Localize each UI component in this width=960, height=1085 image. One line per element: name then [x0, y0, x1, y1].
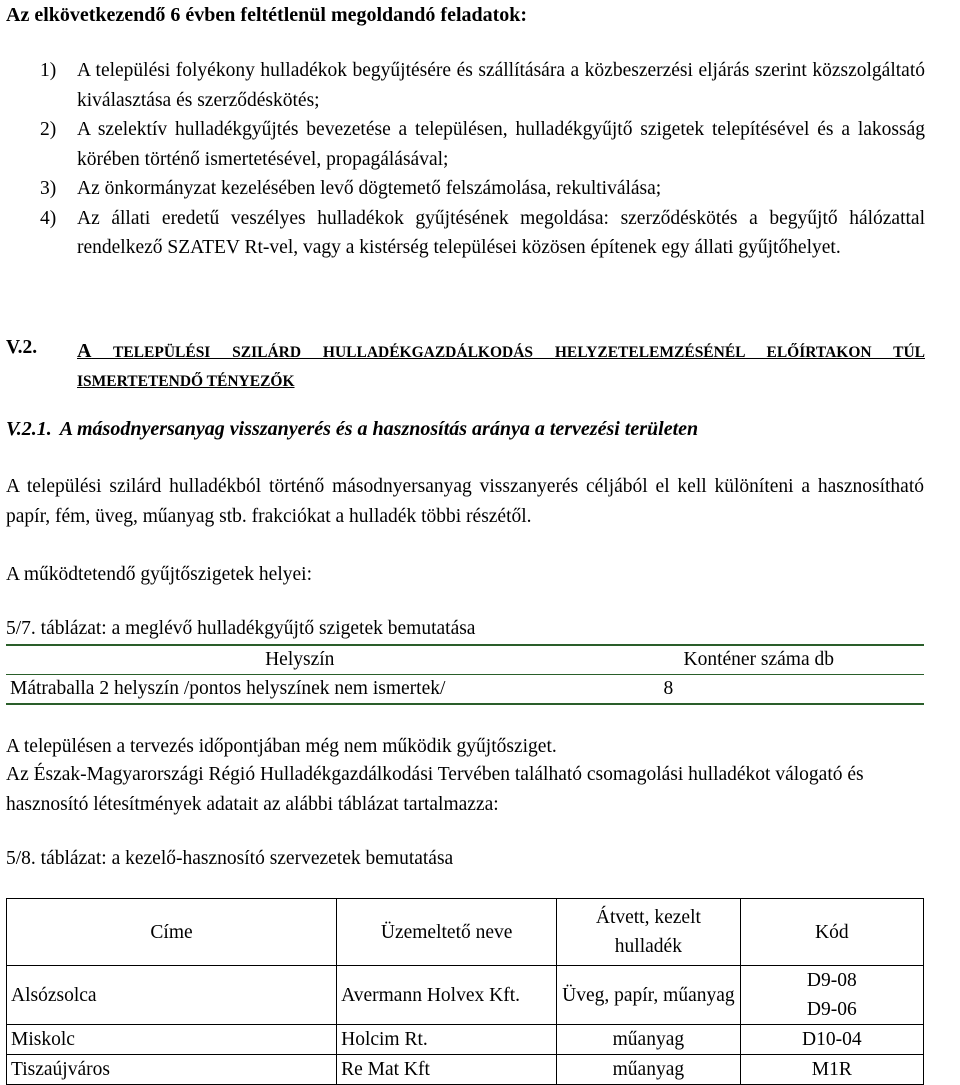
table-cell: Re Mat Kft [337, 1055, 557, 1085]
page-heading: Az elkövetkezendő 6 évben feltétlenül megoldandó feladatok: [6, 4, 528, 26]
code-line: D9-08 [806, 970, 857, 991]
table-cell: Miskolc [7, 1025, 337, 1055]
table-header-cell: Konténer száma db [594, 645, 924, 675]
table-cell: Avermann Holvex Kft. [337, 966, 557, 1025]
list-item [40, 56, 925, 115]
table-cell: műanyag [557, 1025, 740, 1055]
table-cell: Mátraballa 2 helyszín /pontos helyszínek nem ismertek/ [6, 675, 594, 705]
table-row [6, 675, 924, 705]
section-title-text: TELEPÜLÉSI SZILÁRD HULLADÉKGAZDÁLKODÁS HELYZETELEMZÉSÉNÉL ELŐÍRTAKON TÚL ISMERTETENDŐ TÉNYEZŐK [77, 344, 925, 390]
table-cell: műanyag [557, 1055, 740, 1085]
table-header-cell: Helyszín [6, 645, 594, 675]
list-item [40, 204, 925, 263]
paragraph: Az Észak-Magyarországi Régió Hulladékgazdálkodási Tervében található csomagolási hulladékot válogató és hasznosító létesítmények adatait az alábbi táblázat tartalmazza: [6, 764, 864, 815]
paragraph: A működtetendő gyűjtőszigetek helyei: [6, 564, 312, 585]
table-header-cell: Átvett, kezelt hulladék [557, 899, 740, 966]
list-text: A szelektív hulladékgyűjtés bevezetése a településen, hulladékgyűjtő szigetek telepítésével és a lakosság körében történő ismertetésével, propagálásával; [77, 119, 925, 170]
table-cell: D10-04 [740, 1025, 923, 1055]
subsection-heading [6, 418, 698, 441]
table-header-cell: Címe [7, 899, 337, 966]
collection-points-table [6, 644, 924, 705]
list-number: 2) [40, 119, 57, 140]
list-text: Az állati eredetű veszélyes hulladékok gyűjtésének megoldása: szerződéskötés a begyűjtő hálózattal rendelkező SZATEV Rt-vel, vagy a kistérség települései közösen építenek egy állati gyűjtőhelyet. [77, 207, 925, 258]
table-caption: 5/7. táblázat: a meglévő hulladékgyűjtő szigetek bemutatása [6, 618, 476, 639]
table-caption: 5/8. táblázat: a kezelő-hasznosító szervezetek bemutatása [6, 848, 454, 869]
list-text: A települési folyékony hulladékok begyűjtésére és szállítására a közbeszerzési eljárás szerint közszolgáltató kiválasztása és szerződéskötés; [77, 60, 925, 111]
table-row [7, 1025, 924, 1055]
table-row [7, 1055, 924, 1085]
section-number: V.2. [6, 337, 38, 358]
subsection-number: V.2.1. [6, 418, 52, 440]
table-header-row [6, 645, 924, 675]
table-row [7, 966, 924, 1025]
code-line: D9-06 [806, 999, 857, 1020]
table-cell: Tiszaújváros [7, 1055, 337, 1085]
paragraph: A településen a tervezés időpontjában még nem működik gyűjtősziget. [6, 736, 557, 757]
list-item [40, 115, 925, 174]
section-title [77, 337, 925, 396]
table-header-cell: Üzemeltető neve [337, 899, 557, 966]
paragraph: A települési szilárd hulladékból történő másodnyersanyag visszanyerés céljából el kell különíteni a hasznosítható papír, fém, üveg, műanyag stb. frakciókat a hulladék többi részétől. [6, 476, 924, 527]
table-cell: M1R [740, 1055, 923, 1085]
processors-table [6, 898, 924, 1085]
task-list [40, 56, 925, 263]
table-header-cell: Kód [740, 899, 923, 966]
subsection-title: A másodnyersanyag visszanyerés és a hasznosítás aránya a tervezési területen [59, 418, 699, 440]
table-cell: 8 [594, 675, 924, 705]
table-cell: Alsózsolca [7, 966, 337, 1025]
table-cell: Holcim Rt. [337, 1025, 557, 1055]
table-header-row [7, 899, 924, 966]
table-cell [740, 966, 923, 1025]
table-cell: Üveg, papír, műanyag [557, 966, 740, 1025]
list-item [40, 174, 925, 204]
list-text: Az önkormányzat kezelésében levő dögtemető felszámolása, rekultiválása; [77, 178, 662, 199]
list-number: 4) [40, 207, 57, 229]
list-number: 3) [40, 178, 57, 199]
section-title-first-letter: A [77, 340, 92, 362]
list-number: 1) [40, 60, 57, 81]
